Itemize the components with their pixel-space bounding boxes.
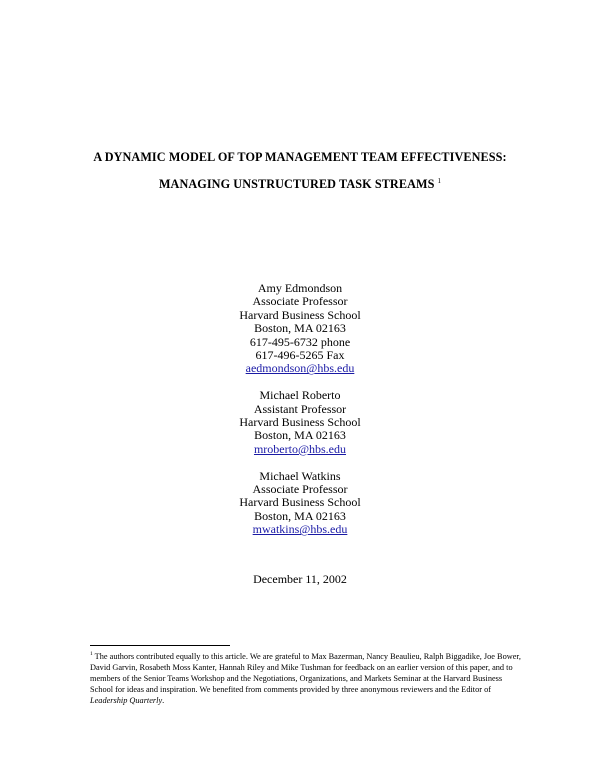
author-name: Michael Roberto (259, 388, 341, 403)
footnote-reference[interactable]: 1 (437, 176, 442, 185)
author-fax: 617-496-5265 Fax (255, 348, 345, 363)
footnote-text: The authors contributed equally to this article. We are grateful to Max Bazerman, Nancy Beaulieu, Ralph Biggadike, Joe Bower, David Garvin, Rosabeth Moss Kanter, Hannah Riley and Mike Tushman for feedback on an earlier version of this paper, and to members of the Senior Teams Workshop and the Negotiations, Organizations, and Markets Seminar at the Harvard Business School for ideas and inspiration. We benefited from comments provided by three anonymous reviewers and the Editor of (90, 652, 521, 695)
paper-title-text: MANAGING UNSTRUCTURED TASK STREAMS (158, 177, 435, 191)
author-email-link[interactable]: aedmondson@hbs.edu (245, 361, 355, 376)
author-institution: Harvard Business School (239, 495, 361, 510)
author-position: Assistant Professor (253, 401, 347, 416)
paper-date: December 11, 2002 (253, 572, 347, 586)
paper-title-line-2 (40, 177, 560, 192)
author-institution: Harvard Business School (239, 415, 361, 430)
footnote (90, 651, 526, 706)
footnote-marker: 1 (90, 651, 93, 658)
footnote-divider (90, 645, 230, 646)
author-position: Associate Professor (252, 294, 348, 309)
author-name: Michael Watkins (259, 468, 341, 483)
author-block (100, 389, 500, 456)
author-phone: 617-495-6732 phone (249, 334, 351, 349)
footnote-journal: Leadership Quarterly (90, 696, 163, 706)
author-block (100, 282, 500, 376)
author-position: Associate Professor (252, 482, 348, 497)
author-name: Amy Edmondson (257, 281, 343, 295)
author-location: Boston, MA 02163 (254, 508, 346, 523)
paper-title-line-1: A DYNAMIC MODEL OF TOP MANAGEMENT TEAM EFFECTIVENESS: (93, 150, 507, 164)
footnote-end: . (162, 696, 165, 706)
author-institution: Harvard Business School (239, 307, 361, 322)
author-location: Boston, MA 02163 (254, 428, 346, 443)
author-location: Boston, MA 02163 (254, 321, 346, 336)
author-list (100, 282, 500, 550)
author-email-link[interactable]: mroberto@hbs.edu (253, 441, 347, 456)
author-email-link[interactable]: mwatkins@hbs.edu (252, 522, 348, 537)
author-block (100, 470, 500, 537)
